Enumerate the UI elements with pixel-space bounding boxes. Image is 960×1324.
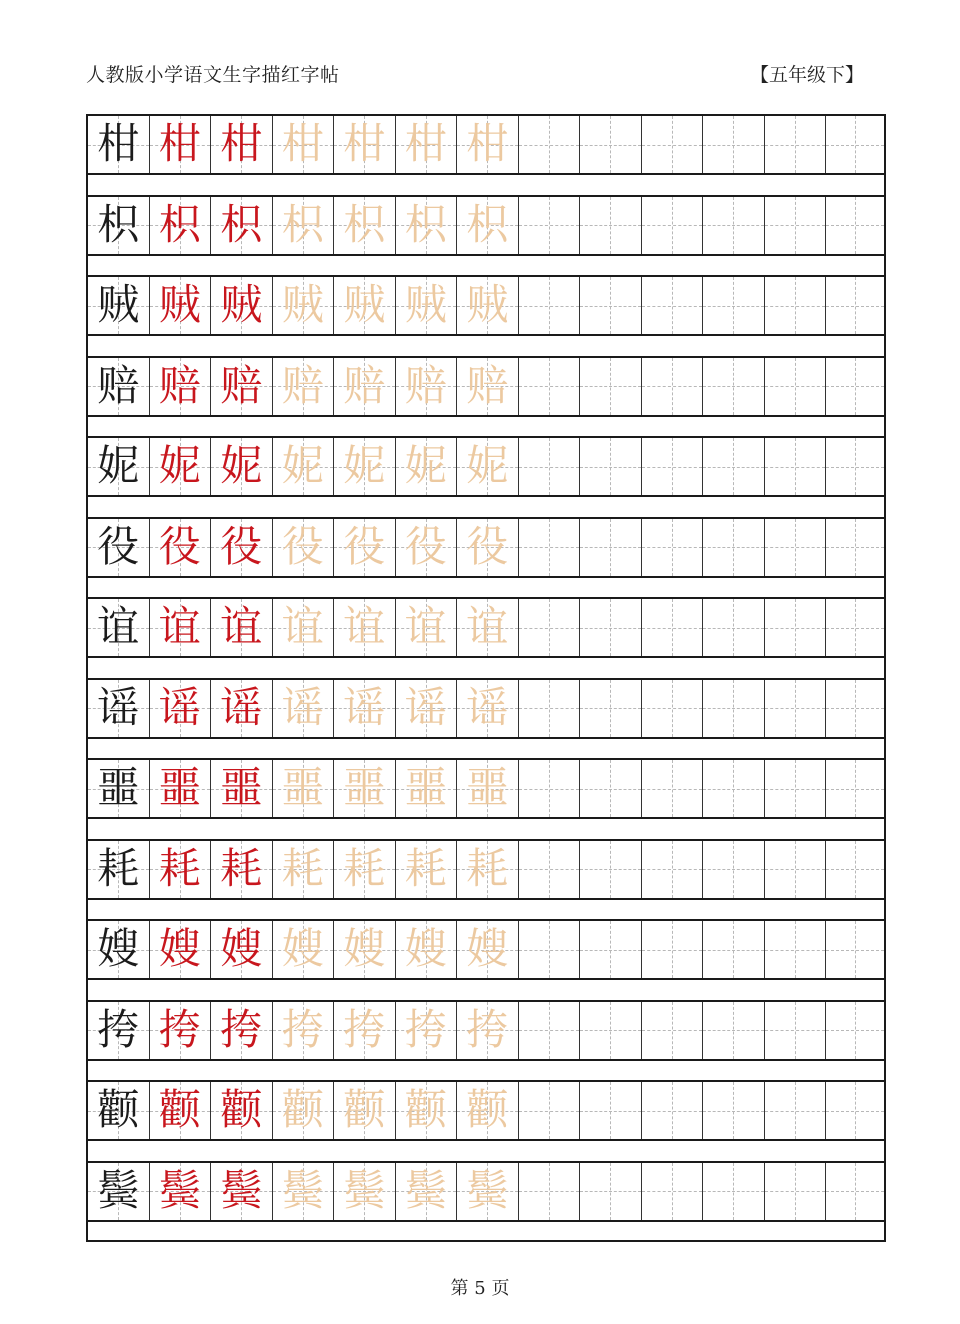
empty-practice-cell[interactable] [642, 921, 704, 978]
red-character-cell [211, 841, 273, 898]
model-character-cell [88, 277, 150, 334]
red-character: 噩 [158, 763, 201, 812]
trace-character-cell [334, 921, 396, 978]
red-character: 妮 [220, 441, 263, 490]
worksheet-title: 人教版小学语文生字描红字帖 [86, 64, 340, 86]
empty-practice-cell[interactable] [519, 438, 581, 495]
red-character: 枳 [220, 199, 263, 249]
empty-practice-cell[interactable] [765, 760, 827, 817]
practice-grid [86, 114, 886, 1242]
trace-character-cell [457, 921, 519, 978]
trace-character: 枳 [466, 199, 509, 249]
trace-character-cell [334, 841, 396, 898]
trace-character: 妮 [404, 441, 447, 490]
red-character-cell [150, 1002, 212, 1059]
empty-practice-cell[interactable] [703, 760, 765, 817]
trace-character: 妮 [466, 441, 509, 490]
empty-practice-cell[interactable] [519, 599, 581, 656]
trace-character-cell [334, 1163, 396, 1220]
model-character: 噩 [97, 763, 140, 812]
trace-character-cell [273, 599, 335, 656]
trace-character-cell [396, 116, 458, 173]
empty-practice-cell[interactable] [765, 1002, 827, 1059]
empty-practice-cell[interactable] [703, 197, 765, 254]
empty-practice-cell[interactable] [580, 197, 642, 254]
trace-character: 鬓 [404, 1165, 447, 1215]
red-character: 挎 [158, 1004, 201, 1054]
practice-row [88, 1000, 884, 1061]
trace-character-cell [273, 519, 335, 576]
empty-practice-cell[interactable] [703, 841, 765, 898]
empty-practice-cell[interactable] [580, 599, 642, 656]
empty-practice-cell[interactable] [519, 841, 581, 898]
trace-character: 贼 [404, 280, 447, 329]
practice-row [88, 597, 884, 658]
empty-practice-cell[interactable] [826, 760, 884, 817]
trace-character: 柑 [343, 119, 386, 168]
empty-practice-cell[interactable] [826, 277, 884, 334]
trace-character: 挎 [343, 1004, 386, 1054]
empty-practice-cell[interactable] [580, 1163, 642, 1220]
red-character: 噩 [220, 763, 263, 812]
empty-practice-cell[interactable] [703, 519, 765, 576]
empty-practice-cell[interactable] [826, 197, 884, 254]
empty-practice-cell[interactable] [826, 438, 884, 495]
empty-practice-cell[interactable] [703, 358, 765, 415]
red-character-cell [150, 599, 212, 656]
trace-character-cell [457, 1002, 519, 1059]
practice-row [88, 1080, 884, 1141]
empty-practice-cell[interactable] [519, 1082, 581, 1139]
trace-character-cell [273, 1082, 335, 1139]
empty-practice-cell[interactable] [580, 680, 642, 737]
trace-character-cell [273, 277, 335, 334]
trace-character-cell [334, 519, 396, 576]
empty-practice-cell[interactable] [580, 841, 642, 898]
trace-character-cell [334, 197, 396, 254]
red-character-cell [150, 197, 212, 254]
trace-character-cell [396, 1082, 458, 1139]
trace-character: 嫂 [343, 924, 386, 973]
trace-character: 赔 [404, 360, 447, 410]
red-character: 柑 [220, 119, 263, 168]
empty-practice-cell[interactable] [519, 519, 581, 576]
empty-practice-cell[interactable] [765, 1163, 827, 1220]
empty-practice-cell[interactable] [519, 680, 581, 737]
red-character: 颧 [158, 1085, 201, 1134]
trace-character: 噩 [404, 763, 447, 812]
empty-practice-cell[interactable] [765, 438, 827, 495]
practice-row [88, 436, 884, 497]
empty-practice-cell[interactable] [642, 841, 704, 898]
red-character: 鬓 [158, 1165, 201, 1215]
empty-practice-cell[interactable] [642, 680, 704, 737]
red-character: 谣 [158, 682, 201, 732]
trace-character-cell [396, 921, 458, 978]
model-character-cell [88, 519, 150, 576]
trace-character-cell [396, 358, 458, 415]
red-character-cell [211, 599, 273, 656]
trace-character: 挎 [281, 1004, 324, 1054]
trace-character: 役 [404, 521, 447, 571]
trace-character: 鬓 [281, 1165, 324, 1215]
trace-character-cell [457, 841, 519, 898]
empty-practice-cell[interactable] [642, 277, 704, 334]
trace-character: 颧 [466, 1085, 509, 1134]
trace-character: 枳 [343, 199, 386, 249]
trace-character: 鬓 [466, 1165, 509, 1215]
model-character-cell [88, 680, 150, 737]
empty-practice-cell[interactable] [826, 1163, 884, 1220]
trace-character-cell [334, 358, 396, 415]
trace-character: 噩 [343, 763, 386, 812]
trace-character-cell [457, 680, 519, 737]
empty-practice-cell[interactable] [519, 277, 581, 334]
model-character: 挎 [97, 1004, 140, 1054]
trace-character-cell [273, 1002, 335, 1059]
empty-practice-cell[interactable] [642, 358, 704, 415]
red-character: 鬓 [220, 1165, 263, 1215]
trace-character-cell [334, 760, 396, 817]
empty-practice-cell[interactable] [703, 116, 765, 173]
red-character: 役 [220, 521, 263, 571]
model-character-cell [88, 116, 150, 173]
practice-row [88, 275, 884, 336]
trace-character: 谣 [343, 682, 386, 732]
trace-character: 谊 [404, 602, 447, 651]
empty-practice-cell[interactable] [519, 760, 581, 817]
red-character: 嫂 [158, 924, 201, 973]
trace-character-cell [457, 197, 519, 254]
trace-character-cell [273, 841, 335, 898]
empty-practice-cell[interactable] [580, 277, 642, 334]
trace-character: 挎 [404, 1004, 447, 1054]
trace-character-cell [273, 921, 335, 978]
empty-practice-cell[interactable] [765, 841, 827, 898]
trace-character: 嫂 [281, 924, 324, 973]
practice-row [88, 517, 884, 578]
red-character-cell [150, 519, 212, 576]
red-character: 贼 [220, 280, 263, 329]
trace-character: 谊 [281, 602, 324, 651]
red-character-cell [150, 921, 212, 978]
red-character-cell [211, 277, 273, 334]
model-character-cell [88, 921, 150, 978]
practice-row [88, 839, 884, 900]
empty-practice-cell[interactable] [703, 277, 765, 334]
empty-practice-cell[interactable] [826, 358, 884, 415]
trace-character: 噩 [281, 763, 324, 812]
trace-character: 耗 [404, 843, 447, 893]
empty-practice-cell[interactable] [580, 1002, 642, 1059]
red-character: 赔 [158, 360, 201, 410]
empty-practice-cell[interactable] [765, 197, 827, 254]
empty-practice-cell[interactable] [703, 599, 765, 656]
model-character: 役 [97, 521, 140, 571]
trace-character-cell [334, 116, 396, 173]
trace-character: 贼 [466, 280, 509, 329]
trace-character: 挎 [466, 1004, 509, 1054]
practice-row [88, 195, 884, 256]
red-character-cell [150, 1082, 212, 1139]
empty-practice-cell[interactable] [580, 116, 642, 173]
empty-practice-cell[interactable] [826, 680, 884, 737]
red-character-cell [150, 277, 212, 334]
empty-practice-cell[interactable] [765, 921, 827, 978]
practice-row [88, 1161, 884, 1222]
red-character: 耗 [158, 843, 201, 893]
empty-practice-cell[interactable] [519, 358, 581, 415]
empty-practice-cell[interactable] [703, 1163, 765, 1220]
red-character: 谊 [220, 602, 263, 651]
red-character: 颧 [220, 1085, 263, 1134]
trace-character: 谣 [281, 682, 324, 732]
model-character: 柑 [97, 119, 140, 168]
empty-practice-cell[interactable] [826, 841, 884, 898]
red-character-cell [150, 1163, 212, 1220]
model-character-cell [88, 841, 150, 898]
model-character-cell [88, 1082, 150, 1139]
empty-practice-cell[interactable] [519, 116, 581, 173]
model-character: 赔 [97, 360, 140, 410]
trace-character-cell [396, 841, 458, 898]
red-character: 贼 [158, 280, 201, 329]
empty-practice-cell[interactable] [703, 1082, 765, 1139]
trace-character: 谊 [466, 602, 509, 651]
red-character-cell [211, 1002, 273, 1059]
practice-row [88, 678, 884, 739]
trace-character: 耗 [343, 843, 386, 893]
red-character-cell [150, 680, 212, 737]
empty-practice-cell[interactable] [642, 1002, 704, 1059]
practice-row [88, 758, 884, 819]
trace-character: 枳 [404, 199, 447, 249]
empty-practice-cell[interactable] [642, 599, 704, 656]
trace-character: 役 [343, 521, 386, 571]
trace-character-cell [334, 680, 396, 737]
practice-row [88, 114, 884, 175]
model-character-cell [88, 438, 150, 495]
trace-character: 贼 [281, 280, 324, 329]
model-character: 枳 [97, 199, 140, 249]
empty-practice-cell[interactable] [642, 438, 704, 495]
trace-character: 柑 [466, 119, 509, 168]
empty-practice-cell[interactable] [642, 1163, 704, 1220]
trace-character: 妮 [281, 441, 324, 490]
empty-practice-cell[interactable] [703, 1002, 765, 1059]
empty-practice-cell[interactable] [765, 277, 827, 334]
red-character: 谣 [220, 682, 263, 732]
empty-practice-cell[interactable] [765, 116, 827, 173]
empty-practice-cell[interactable] [703, 438, 765, 495]
empty-practice-cell[interactable] [580, 438, 642, 495]
model-character-cell [88, 1163, 150, 1220]
trace-character-cell [273, 680, 335, 737]
trace-character-cell [273, 197, 335, 254]
trace-character-cell [457, 760, 519, 817]
red-character: 挎 [220, 1004, 263, 1054]
trace-character: 鬓 [343, 1165, 386, 1215]
trace-character: 耗 [281, 843, 324, 893]
model-character-cell [88, 1002, 150, 1059]
red-character: 役 [158, 521, 201, 571]
empty-practice-cell[interactable] [765, 1082, 827, 1139]
empty-practice-cell[interactable] [826, 519, 884, 576]
red-character-cell [150, 358, 212, 415]
trace-character: 噩 [466, 763, 509, 812]
trace-character: 枳 [281, 199, 324, 249]
empty-practice-cell[interactable] [765, 358, 827, 415]
trace-character-cell [273, 438, 335, 495]
trace-character: 颧 [343, 1085, 386, 1134]
red-character: 赔 [220, 360, 263, 410]
trace-character-cell [334, 599, 396, 656]
red-character-cell [211, 921, 273, 978]
empty-practice-cell[interactable] [642, 519, 704, 576]
empty-practice-cell[interactable] [826, 1082, 884, 1139]
red-character-cell [150, 438, 212, 495]
red-character: 耗 [220, 843, 263, 893]
trace-character-cell [457, 277, 519, 334]
red-character-cell [211, 680, 273, 737]
model-character: 妮 [97, 441, 140, 490]
trace-character: 嫂 [404, 924, 447, 973]
practice-row [88, 356, 884, 417]
model-character-cell [88, 599, 150, 656]
model-character-cell [88, 760, 150, 817]
model-character: 谣 [97, 682, 140, 732]
trace-character-cell [457, 1082, 519, 1139]
practice-row [88, 919, 884, 980]
trace-character-cell [273, 760, 335, 817]
model-character: 嫂 [97, 924, 140, 973]
empty-practice-cell[interactable] [703, 680, 765, 737]
trace-character: 柑 [404, 119, 447, 168]
red-character-cell [211, 519, 273, 576]
trace-character-cell [334, 438, 396, 495]
empty-practice-cell[interactable] [519, 921, 581, 978]
trace-character-cell [457, 358, 519, 415]
empty-practice-cell[interactable] [826, 921, 884, 978]
model-character: 耗 [97, 843, 140, 893]
empty-practice-cell[interactable] [826, 1002, 884, 1059]
red-character: 谊 [158, 602, 201, 651]
model-character-cell [88, 358, 150, 415]
model-character: 贼 [97, 280, 140, 329]
red-character-cell [211, 438, 273, 495]
trace-character-cell [396, 277, 458, 334]
trace-character: 耗 [466, 843, 509, 893]
empty-practice-cell[interactable] [765, 599, 827, 656]
trace-character: 赔 [466, 360, 509, 410]
trace-character: 役 [281, 521, 324, 571]
trace-character-cell [396, 1163, 458, 1220]
trace-character: 嫂 [466, 924, 509, 973]
red-character-cell [211, 760, 273, 817]
red-character-cell [211, 358, 273, 415]
trace-character: 贼 [343, 280, 386, 329]
trace-character-cell [457, 519, 519, 576]
empty-practice-cell[interactable] [519, 197, 581, 254]
trace-character: 柑 [281, 119, 324, 168]
red-character-cell [211, 116, 273, 173]
empty-practice-cell[interactable] [580, 760, 642, 817]
trace-character-cell [457, 1163, 519, 1220]
empty-practice-cell[interactable] [826, 116, 884, 173]
model-character: 鬓 [97, 1165, 140, 1215]
trace-character-cell [273, 116, 335, 173]
empty-practice-cell[interactable] [580, 921, 642, 978]
empty-practice-cell[interactable] [519, 1002, 581, 1059]
red-character-cell [211, 197, 273, 254]
empty-practice-cell[interactable] [642, 197, 704, 254]
model-character: 谊 [97, 602, 140, 651]
empty-practice-cell[interactable] [826, 599, 884, 656]
empty-practice-cell[interactable] [642, 116, 704, 173]
empty-practice-cell[interactable] [519, 1163, 581, 1220]
trace-character: 妮 [343, 441, 386, 490]
trace-character: 谣 [466, 682, 509, 732]
empty-practice-cell[interactable] [765, 519, 827, 576]
empty-practice-cell[interactable] [642, 760, 704, 817]
trace-character-cell [396, 599, 458, 656]
empty-practice-cell[interactable] [765, 680, 827, 737]
trace-character-cell [396, 760, 458, 817]
trace-character-cell [273, 358, 335, 415]
empty-practice-cell[interactable] [580, 358, 642, 415]
trace-character: 赔 [343, 360, 386, 410]
empty-practice-cell[interactable] [703, 921, 765, 978]
red-character: 嫂 [220, 924, 263, 973]
trace-character-cell [334, 277, 396, 334]
model-character: 颧 [97, 1085, 140, 1134]
trace-character-cell [457, 599, 519, 656]
trace-character-cell [396, 680, 458, 737]
red-character-cell [150, 841, 212, 898]
trace-character-cell [396, 438, 458, 495]
trace-character: 颧 [281, 1085, 324, 1134]
red-character: 枳 [158, 199, 201, 249]
trace-character-cell [396, 197, 458, 254]
empty-practice-cell[interactable] [580, 519, 642, 576]
trace-character-cell [457, 438, 519, 495]
empty-practice-cell[interactable] [642, 1082, 704, 1139]
trace-character: 谣 [404, 682, 447, 732]
grade-label: 【五年级下】 [749, 64, 864, 86]
model-character-cell [88, 197, 150, 254]
red-character: 妮 [158, 441, 201, 490]
trace-character-cell [334, 1082, 396, 1139]
trace-character-cell [396, 519, 458, 576]
trace-character-cell [457, 116, 519, 173]
trace-character: 谊 [343, 602, 386, 651]
trace-character: 颧 [404, 1085, 447, 1134]
red-character-cell [211, 1163, 273, 1220]
red-character: 柑 [158, 119, 201, 168]
trace-character: 赔 [281, 360, 324, 410]
empty-practice-cell[interactable] [580, 1082, 642, 1139]
trace-character: 役 [466, 521, 509, 571]
trace-character-cell [334, 1002, 396, 1059]
trace-character-cell [273, 1163, 335, 1220]
red-character-cell [150, 116, 212, 173]
red-character-cell [211, 1082, 273, 1139]
trace-character-cell [396, 1002, 458, 1059]
red-character-cell [150, 760, 212, 817]
page-number: 第 5 页 [450, 1278, 510, 1299]
